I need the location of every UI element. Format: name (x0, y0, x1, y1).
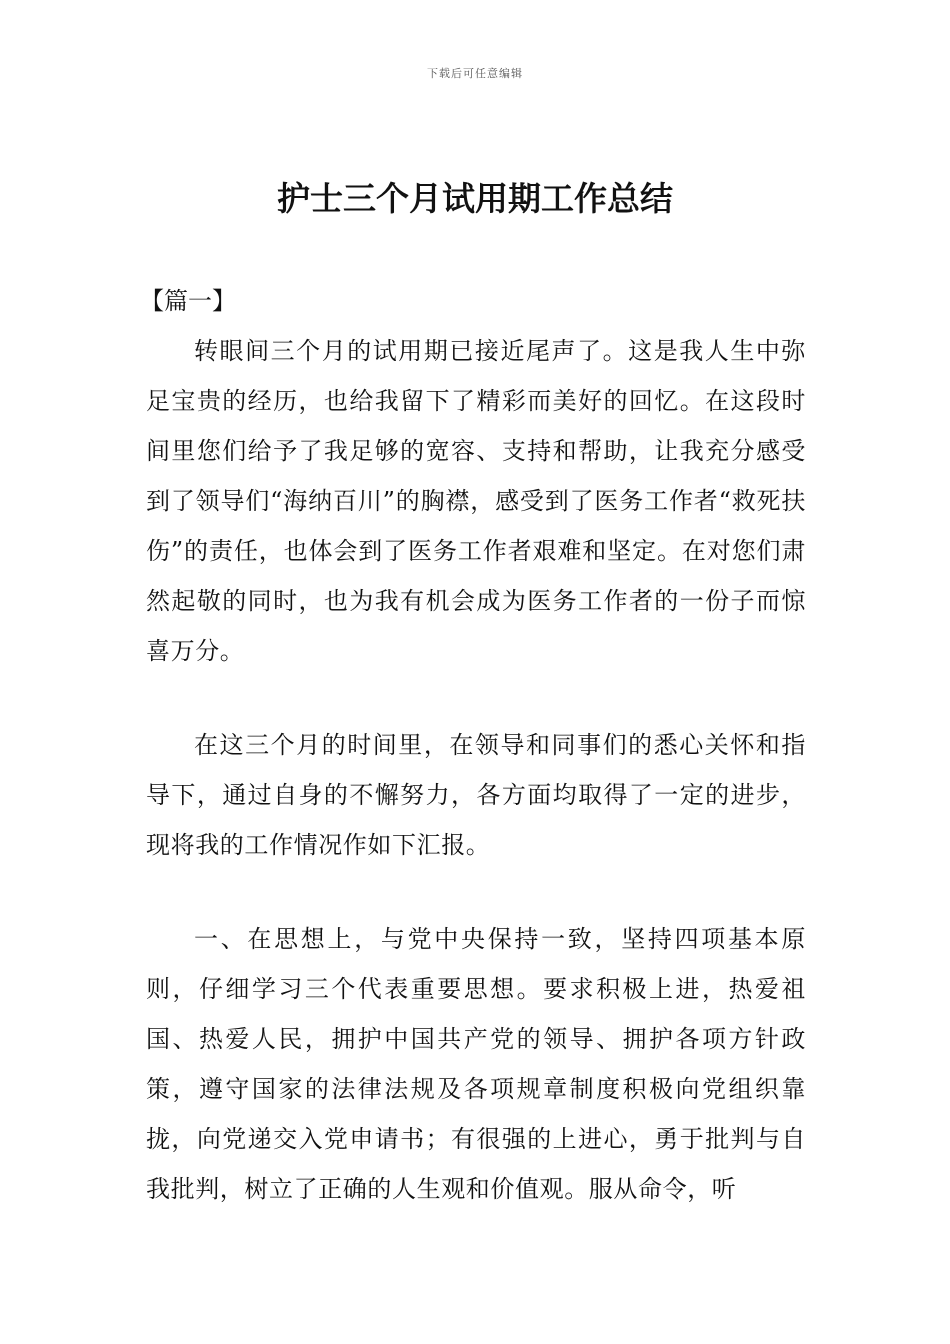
download-note: 下载后可任意编辑 (427, 67, 523, 80)
paragraph-2: 在这三个月的时间里，在领导和同事们的悉心关怀和指导下，通过自身的不懈努力，各方面均取得了一定的进步，现将我的工作情况作如下汇报。 (146, 731, 806, 859)
document-body (140, 276, 806, 1214)
document-title: 护士三个月试用期工作总结 (277, 179, 673, 218)
paragraph-3: 一、在思想上，与党中央保持一致，坚持四项基本原则，仔细学习三个代表重要思想。要求积极上进，热爱祖国、热爱人民，拥护中国共产党的领导、拥护各项方针政策，遵守国家的法律法规及各项规章制度积极向党组织靠拢，向党递交入党申请书；有很强的上进心，勇于批判与自我批判，树立了正确的人生观和价值观。服从命令，听 (146, 925, 806, 1203)
section-label: 【篇一】 (140, 287, 236, 315)
paragraph-1: 转眼间三个月的试用期已接近尾声了。这是我人生中弥足宝贵的经历，也给我留下了精彩而美好的回忆。在这段时间里您们给予了我足够的宽容、支持和帮助，让我充分感受到了领导们“海纳百川”的胸襟，感受到了医务工作者“救死扶伤”的责任，也体会到了医务工作者艰难和坚定。在对您们肃然起敬的同时，也为我有机会成为医务工作者的一份子而惊喜万分。 (146, 337, 806, 665)
